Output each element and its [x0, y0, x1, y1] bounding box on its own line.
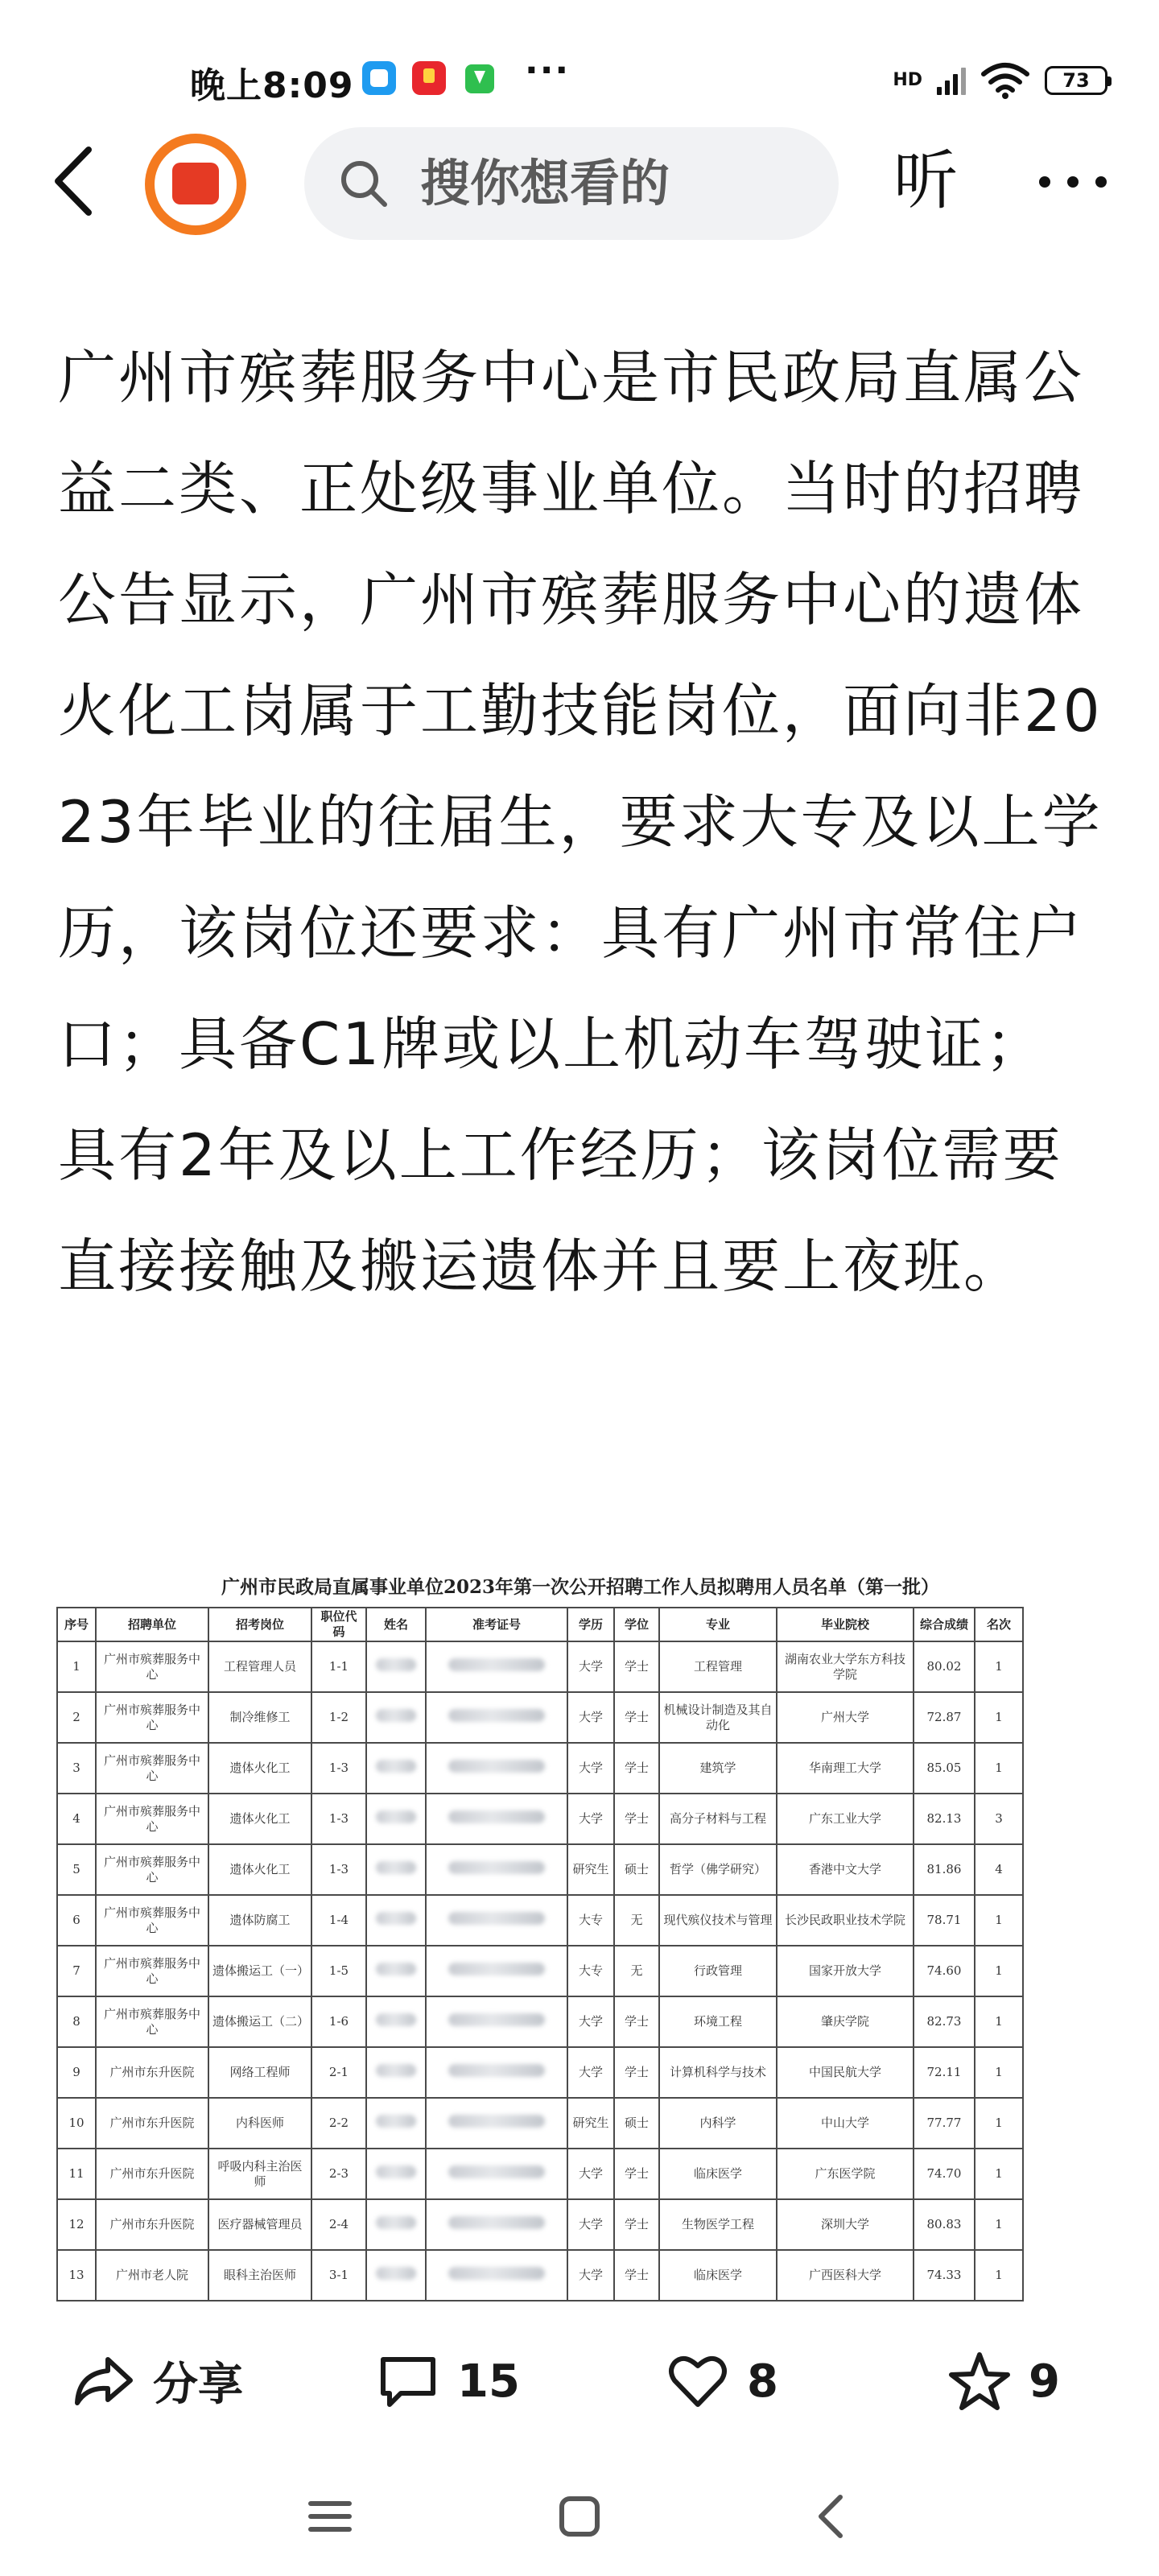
col-header: 招考岗位 — [208, 1608, 311, 1641]
hiring-unit: 广州市殡葬服务中心 — [96, 1692, 208, 1743]
total-score: 80.02 — [914, 1641, 975, 1692]
name-redacted — [366, 1743, 426, 1794]
degree: 无 — [614, 1946, 659, 1996]
col-header: 学历 — [567, 1608, 614, 1641]
post-code: 1-1 — [311, 1641, 366, 1692]
total-score: 74.70 — [914, 2149, 975, 2199]
rank: 1 — [975, 2199, 1023, 2250]
row-number: 9 — [57, 2047, 96, 2098]
table-body — [57, 1641, 1023, 2301]
name-redacted — [366, 2098, 426, 2149]
hiring-unit: 广州市老人院 — [96, 2250, 208, 2301]
degree: 学士 — [614, 1743, 659, 1794]
total-score: 78.71 — [914, 1895, 975, 1946]
row-number: 8 — [57, 1996, 96, 2047]
school: 长沙民政职业技术学院 — [777, 1895, 914, 1946]
post-code: 1-2 — [311, 1692, 366, 1743]
like-count: 8 — [747, 2355, 778, 2408]
rank: 1 — [975, 1641, 1023, 1692]
school: 湖南农业大学东方科技学院 — [777, 1641, 914, 1692]
redaction-blur — [376, 1912, 416, 1925]
name-redacted — [366, 1692, 426, 1743]
notification-redpacket-icon — [412, 61, 446, 95]
hiring-unit: 广州市东升医院 — [96, 2199, 208, 2250]
redaction-blur — [376, 2013, 416, 2026]
redaction-blur — [376, 2064, 416, 2077]
notification-app-icon — [362, 61, 396, 95]
table-row — [57, 2250, 1023, 2301]
school: 广西医科大学 — [777, 2250, 914, 2301]
major: 建筑学 — [659, 1743, 777, 1794]
redaction-blur — [448, 2064, 545, 2077]
rank: 1 — [975, 1743, 1023, 1794]
job-post: 遗体火化工 — [208, 1743, 311, 1794]
total-score: 72.87 — [914, 1692, 975, 1743]
degree: 学士 — [614, 1996, 659, 2047]
school: 深圳大学 — [777, 2199, 914, 2250]
favorite-button[interactable] — [948, 2349, 1060, 2413]
job-post: 工程管理人员 — [208, 1641, 311, 1692]
share-arrow-icon — [72, 2350, 135, 2413]
table-row — [57, 1946, 1023, 1996]
degree: 无 — [614, 1895, 659, 1946]
education: 大学 — [567, 1692, 614, 1743]
rank: 1 — [975, 1946, 1023, 1996]
total-score: 72.11 — [914, 2047, 975, 2098]
col-header: 职位代码 — [311, 1608, 366, 1641]
signal-icon — [937, 66, 966, 95]
col-header: 名次 — [975, 1608, 1023, 1641]
school: 中国民航大学 — [777, 2047, 914, 2098]
row-number: 2 — [57, 1692, 96, 1743]
school: 国家开放大学 — [777, 1946, 914, 1996]
school: 中山大学 — [777, 2098, 914, 2149]
post-code: 1-3 — [311, 1743, 366, 1794]
major: 生物医学工程 — [659, 2199, 777, 2250]
job-post: 遗体火化工 — [208, 1794, 311, 1844]
redaction-blur — [376, 1810, 416, 1823]
education: 大学 — [567, 2047, 614, 2098]
redaction-blur — [448, 1861, 545, 1874]
article-table-image[interactable] — [53, 1568, 1107, 2318]
degree: 学士 — [614, 2199, 659, 2250]
education: 大学 — [567, 1641, 614, 1692]
hiring-unit: 广州市殡葬服务中心 — [96, 1641, 208, 1692]
post-code: 1-3 — [311, 1794, 366, 1844]
top-nav-bar — [0, 121, 1159, 242]
app-logo-icon[interactable] — [145, 134, 246, 235]
col-header: 姓名 — [366, 1608, 426, 1641]
total-score: 81.86 — [914, 1844, 975, 1895]
post-code: 2-2 — [311, 2098, 366, 2149]
education: 大学 — [567, 2149, 614, 2199]
job-post: 制冷维修工 — [208, 1692, 311, 1743]
table-row — [57, 1996, 1023, 2047]
hiring-unit: 广州市东升医院 — [96, 2098, 208, 2149]
major: 行政管理 — [659, 1946, 777, 1996]
total-score: 74.33 — [914, 2250, 975, 2301]
education: 大学 — [567, 1794, 614, 1844]
redaction-blur — [376, 1861, 416, 1874]
redaction-blur — [376, 1709, 416, 1722]
comment-count: 15 — [457, 2355, 520, 2408]
post-code: 2-4 — [311, 2199, 366, 2250]
col-header: 毕业院校 — [777, 1608, 914, 1641]
total-score: 74.60 — [914, 1946, 975, 1996]
exam-id-redacted — [426, 1743, 567, 1794]
post-code: 3-1 — [311, 2250, 366, 2301]
article-body: 广州市殡葬服务中心是市民政局直属公益二类、正处级事业单位。当时的招聘公告显示，广州市殡葬服务中心的遗体火化工岗属于工勤技能岗位，面向非2023年毕业的往届生，要求大专及以上学历，该岗位还要求：具有广州市常住户口；具备C1牌或以上机动车驾驶证；具有2年及以上工作经历；该岗位需要直接接触及搬运遗体并且要上夜班。 — [58, 344, 1103, 1300]
comment-bubble-icon — [377, 2350, 439, 2413]
redaction-blur — [376, 2165, 416, 2178]
post-code: 1-5 — [311, 1946, 366, 1996]
major: 计算机科学与技术 — [659, 2047, 777, 2098]
table-row — [57, 1692, 1023, 1743]
name-redacted — [366, 2250, 426, 2301]
table-row — [57, 2098, 1023, 2149]
job-post: 遗体火化工 — [208, 1844, 311, 1895]
degree: 学士 — [614, 2250, 659, 2301]
redaction-blur — [448, 1963, 545, 1975]
redaction-blur — [376, 1760, 416, 1773]
redaction-blur — [448, 1912, 545, 1925]
major: 高分子材料与工程 — [659, 1794, 777, 1844]
degree: 学士 — [614, 1641, 659, 1692]
major: 内科学 — [659, 2098, 777, 2149]
exam-id-redacted — [426, 1895, 567, 1946]
row-number: 4 — [57, 1794, 96, 1844]
hiring-unit: 广州市殡葬服务中心 — [96, 1844, 208, 1895]
redaction-blur — [448, 1658, 545, 1671]
col-header: 学位 — [614, 1608, 659, 1641]
table-row — [57, 1844, 1023, 1895]
table-row — [57, 1794, 1023, 1844]
name-redacted — [366, 1641, 426, 1692]
major: 环境工程 — [659, 1996, 777, 2047]
hiring-unit: 广州市东升医院 — [96, 2149, 208, 2199]
rank: 1 — [975, 1996, 1023, 2047]
degree: 学士 — [614, 2149, 659, 2199]
table-row — [57, 1743, 1023, 1794]
redaction-blur — [448, 1709, 545, 1722]
hiring-list-table — [56, 1607, 1024, 2301]
major: 哲学（佛学研究） — [659, 1844, 777, 1895]
row-number: 6 — [57, 1895, 96, 1946]
status-more-notifications: ··· — [525, 50, 571, 91]
comment-button[interactable] — [377, 2349, 520, 2413]
major: 临床医学 — [659, 2250, 777, 2301]
redaction-blur — [448, 1760, 545, 1773]
education: 大学 — [567, 1743, 614, 1794]
exam-id-redacted — [426, 1996, 567, 2047]
nav-back-icon[interactable] — [803, 2487, 861, 2545]
row-number: 5 — [57, 1844, 96, 1895]
row-number: 11 — [57, 2149, 96, 2199]
major: 临床医学 — [659, 2149, 777, 2199]
degree: 学士 — [614, 1692, 659, 1743]
favorite-count: 9 — [1029, 2355, 1060, 2408]
redaction-blur — [376, 1658, 416, 1671]
system-nav-bar — [0, 2455, 1159, 2576]
post-code: 1-3 — [311, 1844, 366, 1895]
table-header-row — [57, 1608, 1023, 1641]
redaction-blur — [448, 2165, 545, 2178]
school: 华南理工大学 — [777, 1743, 914, 1794]
redaction-blur — [376, 1963, 416, 1975]
rank: 1 — [975, 2250, 1023, 2301]
major: 机械设计制造及其自动化 — [659, 1692, 777, 1743]
back-chevron-icon[interactable] — [45, 145, 109, 217]
hiring-unit: 广州市殡葬服务中心 — [96, 1996, 208, 2047]
redaction-blur — [448, 2013, 545, 2026]
name-redacted — [366, 1946, 426, 1996]
star-icon — [948, 2350, 1011, 2413]
major: 工程管理 — [659, 1641, 777, 1692]
listen-button[interactable]: 听 — [893, 143, 958, 218]
rank: 3 — [975, 1794, 1023, 1844]
redaction-blur — [448, 2115, 545, 2128]
row-number: 7 — [57, 1946, 96, 1996]
school: 广东工业大学 — [777, 1794, 914, 1844]
education: 大专 — [567, 1895, 614, 1946]
menu-icon[interactable] — [301, 2487, 359, 2545]
col-header: 准考证号 — [426, 1608, 567, 1641]
hiring-unit: 广州市东升医院 — [96, 2047, 208, 2098]
education: 大学 — [567, 2250, 614, 2301]
education: 大学 — [567, 2199, 614, 2250]
row-number: 1 — [57, 1641, 96, 1692]
post-code: 1-6 — [311, 1996, 366, 2047]
job-post: 医疗器械管理员 — [208, 2199, 311, 2250]
bottom-action-bar — [0, 2310, 1159, 2455]
school: 香港中文大学 — [777, 1844, 914, 1895]
total-score: 82.13 — [914, 1794, 975, 1844]
education: 大专 — [567, 1946, 614, 1996]
total-score: 80.83 — [914, 2199, 975, 2250]
name-redacted — [366, 1895, 426, 1946]
table-title: 广州市民政局直属事业单位2023年第一次公开招聘工作人员拟聘用人员名单（第一批） — [221, 1576, 939, 1598]
post-code: 1-4 — [311, 1895, 366, 1946]
hiring-unit: 广州市殡葬服务中心 — [96, 1794, 208, 1844]
degree: 学士 — [614, 1794, 659, 1844]
degree: 学士 — [614, 2047, 659, 2098]
exam-id-redacted — [426, 2098, 567, 2149]
post-code: 2-1 — [311, 2047, 366, 2098]
redaction-blur — [376, 2115, 416, 2128]
redaction-blur — [448, 1810, 545, 1823]
name-redacted — [366, 1996, 426, 2047]
rank: 1 — [975, 2098, 1023, 2149]
battery-indicator: 73 — [1045, 66, 1107, 95]
wifi-icon — [980, 61, 1030, 100]
job-post: 内科医师 — [208, 2098, 311, 2149]
notification-download-icon — [465, 64, 494, 93]
redaction-blur — [448, 2216, 545, 2229]
exam-id-redacted — [426, 1794, 567, 1844]
rank: 4 — [975, 1844, 1023, 1895]
exam-id-redacted — [426, 2047, 567, 2098]
rank: 1 — [975, 2047, 1023, 2098]
job-post: 遗体防腐工 — [208, 1895, 311, 1946]
hiring-unit: 广州市殡葬服务中心 — [96, 1946, 208, 1996]
heart-icon — [666, 2350, 729, 2413]
share-label: 分享 — [153, 2359, 243, 2411]
post-code: 2-3 — [311, 2149, 366, 2199]
name-redacted — [366, 2047, 426, 2098]
exam-id-redacted — [426, 1641, 567, 1692]
search-icon — [338, 158, 390, 209]
hiring-unit: 广州市殡葬服务中心 — [96, 1895, 208, 1946]
redaction-blur — [376, 2267, 416, 2280]
status-bar — [0, 48, 1159, 113]
total-score: 82.73 — [914, 1996, 975, 2047]
degree: 硕士 — [614, 1844, 659, 1895]
home-square-icon[interactable] — [551, 2487, 608, 2545]
school: 广州大学 — [777, 1692, 914, 1743]
search-input[interactable] — [304, 127, 839, 240]
exam-id-redacted — [426, 1946, 567, 1996]
exam-id-redacted — [426, 2199, 567, 2250]
name-redacted — [366, 1844, 426, 1895]
name-redacted — [366, 2149, 426, 2199]
table-row — [57, 1641, 1023, 1692]
rank: 1 — [975, 2149, 1023, 2199]
search-placeholder: 搜你想看的 — [420, 154, 670, 213]
rank: 1 — [975, 1692, 1023, 1743]
col-header: 综合成绩 — [914, 1608, 975, 1641]
col-header: 专业 — [659, 1608, 777, 1641]
total-score: 85.05 — [914, 1743, 975, 1794]
col-header: 招聘单位 — [96, 1608, 208, 1641]
school: 广东医学院 — [777, 2149, 914, 2199]
more-dots-icon[interactable] — [1037, 174, 1109, 190]
name-redacted — [366, 2199, 426, 2250]
hiring-unit: 广州市殡葬服务中心 — [96, 1743, 208, 1794]
education: 研究生 — [567, 1844, 614, 1895]
exam-id-redacted — [426, 2149, 567, 2199]
network-indicator — [893, 72, 922, 89]
table-row — [57, 2149, 1023, 2199]
name-redacted — [366, 1794, 426, 1844]
degree: 硕士 — [614, 2098, 659, 2149]
row-number: 12 — [57, 2199, 96, 2250]
job-post: 网络工程师 — [208, 2047, 311, 2098]
job-post: 呼吸内科主治医师 — [208, 2149, 311, 2199]
redaction-blur — [376, 2216, 416, 2229]
table-row — [57, 2199, 1023, 2250]
hd-label: HD — [893, 70, 922, 90]
row-number: 3 — [57, 1743, 96, 1794]
exam-id-redacted — [426, 1844, 567, 1895]
table-row — [57, 2047, 1023, 2098]
education: 大学 — [567, 1996, 614, 2047]
job-post: 眼科主治医师 — [208, 2250, 311, 2301]
col-header: 序号 — [57, 1608, 96, 1641]
job-post: 遗体搬运工（一） — [208, 1946, 311, 1996]
school: 肇庆学院 — [777, 1996, 914, 2047]
share-button[interactable] — [72, 2349, 243, 2413]
status-time: 晚上8:09 — [190, 65, 354, 106]
row-number: 13 — [57, 2250, 96, 2301]
table-row — [57, 1895, 1023, 1946]
rank: 1 — [975, 1895, 1023, 1946]
status-indicators — [893, 58, 1107, 103]
major: 现代殡仪技术与管理 — [659, 1895, 777, 1946]
education: 研究生 — [567, 2098, 614, 2149]
exam-id-redacted — [426, 2250, 567, 2301]
job-post: 遗体搬运工（二） — [208, 1996, 311, 2047]
row-number: 10 — [57, 2098, 96, 2149]
total-score: 77.77 — [914, 2098, 975, 2149]
exam-id-redacted — [426, 1692, 567, 1743]
like-button[interactable] — [666, 2349, 778, 2413]
redaction-blur — [448, 2267, 545, 2280]
